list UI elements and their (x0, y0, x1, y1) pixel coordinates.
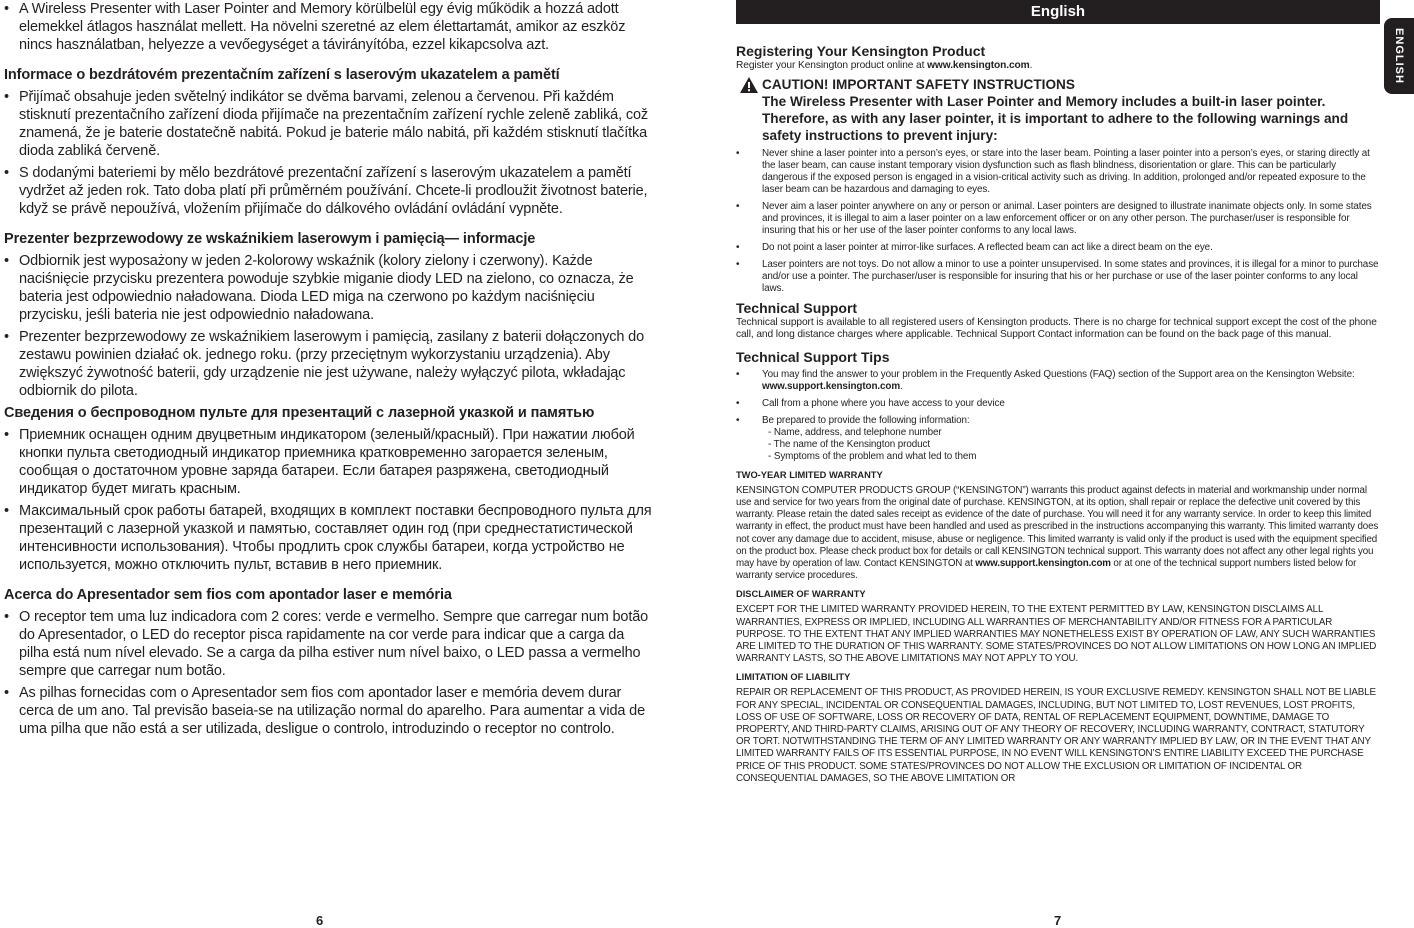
intro-bullet: • A Wireless Presenter with Laser Pointer and Memory körülbelül egy évig működik a hozzá adott elemekkel átlagos használat mellett. Ha növelni szeretné az elem élettartamát, amikor az eszköz nincs használatban, helyezze a vevőegységet a távirányítóba, ezzel kikapcsolva azt. (4, 1, 626, 53)
list-item: • You may find the answer to your problem in the Frequently Asked Questions (FAQ) section of the Support area on the Kensington Website: www.support.kensington.com. (736, 368, 1355, 392)
list-item: • As pilhas fornecidas com o Apresentador sem fios com apontador laser e memória devem durar cerca de um ano. Tal previsão baseia-se na utilização normal do aparelho. Para aumentar a vida de uma pilha que não está a ser utilizada, desligue o controlo, introduzindo o receptor no controlo. (4, 685, 645, 737)
list-item: • Odbiornik jest wyposażony w jeden 2-kolorowy wskaźnik (kolory zielony i czerwony). Każde naciśnięcie przycisku prezentera powoduje szybkie miganie diody LED na zielono, co oznacza, że bateria jest odpowiednio naładowana. Dioda LED miga na czerwono po każdym naciśnięciu przycisku, jeśli bateria nie jest odpowiednio naładowana. (4, 253, 634, 323)
disclaimer-heading: DISCLAIMER OF WARRANTY (736, 589, 866, 600)
caution-body: The Wireless Presenter with Laser Pointer and Memory includes a built-in laser pointer. Therefore, as with any laser pointer, it is important to adhere to the following warnings and safety instructions to prevent injury: (762, 93, 1349, 143)
list-item: • Laser pointers are not toys. Do not allow a minor to use a pointer unsupervised. In some states and provinces, it is illegal for a minor to purchase and/or use a pointer. The purchaser/user is responsible for insuring that his or her purchase or use of the laser pointer conforms to any local laws. (736, 258, 1379, 294)
list-item: • S dodanými bateriemi by mělo bezdrátové prezentační zařízení s laserovým ukazatelem a pamětí vydržet až jeden rok. Tato doba platí při průměrném používání. Chcete-li prodloužit životnost baterie, když se právě nepoužívá, vložením přijímače do dálkového ovládání ovládání vypněte. (4, 165, 648, 217)
section-czech (4, 66, 655, 218)
bullet-icon: • (4, 685, 9, 701)
section-heading: Informace o bezdrátovém prezentačním zařízení s laserovým ukazatelem a pamětí (4, 67, 560, 83)
list-item: • Максимальный срок работы батарей, входящих в комплект поставки беспроводного пульта для презентаций с лазерной указкой и памятью, составляет один год (при среднестатистической интенсивности использования). Чтобы продлить срок службы батареи, когда устройство не используется, можно отключить пульт, вставив в него приемник. (4, 503, 652, 573)
section-polish (4, 230, 655, 400)
list-item: • Be prepared to provide the following information: - Name, address, and telephone number - The name of the Kensington product - Symptoms of the problem and what led to them (736, 415, 1380, 463)
bullet-icon: • (736, 368, 740, 380)
section-russian (4, 404, 655, 574)
disclaimer-text: EXCEPT FOR THE LIMITED WARRANTY PROVIDED HEREIN, TO THE EXTENT PERMITTED BY LAW, KENSINGTON DISCLAIMS ALL WARRANTIES, EXPRESS OR IMPLIED, INCLUDING ALL WARRANTIES OF MERCHANTABILITY AND/OR FITNESS FOR A PARTICULAR PURPOSE. TO THE EXTENT THAT ANY IMPLIED WARRANTIES MAY NONETHELESS EXIST BY OPERATION OF LAW, ANY SUCH WARRANTIES ARE LIMITED TO THE DURATION OF THIS WARRANTY. SOME STATES/PROVINCES DO NOT ALLOW LIMITATIONS ON HOW LONG AN IMPLIED WARRANTY LASTS, SO THE ABOVE LIMITATIONS MAY NOT APPLY TO YOU. (736, 604, 1377, 665)
bullet-icon: • (736, 414, 740, 426)
caution-block (736, 76, 1380, 144)
warning-triangle-icon (740, 77, 758, 93)
limitation-heading: LIMITATION OF LIABILITY (736, 672, 851, 683)
bullet-icon: • (736, 147, 740, 159)
sub-list-item: - Symptoms of the problem and what led to them (768, 450, 977, 462)
list-item: • Call from a phone where you have access to your device (736, 397, 1005, 409)
support-heading: Technical Support (736, 299, 858, 316)
register-text: Register your Kensington product online at www.kensington.com. (736, 60, 1033, 71)
support-text: Technical support is available to all registered users of Kensington products. There is no charge for technical support except the cost of the phone call, and long distance charges where applicable. Technical Support Contact information can be found on the back page of this manual. (736, 316, 1377, 341)
tips-heading: Technical Support Tips (736, 348, 890, 365)
limitation-text: REPAIR OR REPLACEMENT OF THIS PRODUCT, AS PROVIDED HEREIN, IS YOUR EXCLUSIVE REMEDY. KENSINGTON SHALL NOT BE LIABLE FOR ANY SPECIAL, INCIDENTAL OR CONSEQUENTIAL DAMAGES, INCLUDING, BUT NOT LIMITED TO, LOST REVENUES, LOST PROFITS, LOSS OF USE OF SOFTWARE, LOSS OR RECOVERY OF DATA, RENTAL OF REPLACEMENT EQUIPMENT, DOWNTIME, DAMAGE TO PROPERTY, AND THIRD-PARTY CLAIMS, ARISING OUT OF ANY THEORY OF RECOVERY, INCLUDING WARRANTY, CONTRACT, STATUTORY OR TORT. NOTWITHSTANDING THE TERM OF ANY LIMITED WARRANTY OR ANY WARRANTY IMPLIED BY LAW, OR IN THE EVENT THAT ANY LIMITED WARRANTY FAILS OF ITS ESSENTIAL PURPOSE, IN NO EVENT WILL KENSINGTON’S ENTIRE LIABILITY EXCEED THE PURCHASE PRICE OF THIS PRODUCT. SOME STATES/PROVINCES DO NOT ALLOW THE EXCLUSION OR LIMITATION OF INCIDENTAL OR CONSEQUENTIAL DAMAGES, SO THE ABOVE LIMITATION OR (736, 687, 1376, 784)
bullet-icon: • (4, 165, 9, 181)
list-item: • O receptor tem uma luz indicadora com 2 cores: verde e vermelho. Sempre que carregar num botão do Apresentador, o LED do receptor pisca rapidamente na cor verde para indicar que a carga da pilha está num nível elevado. Se a carga da pilha estiver num nível baixo, o LED passa a vermelho sempre que carregar num botão. (4, 609, 649, 679)
right-page (736, 43, 1380, 785)
bullet-icon: • (4, 89, 9, 105)
list-item: • Přijímač obsahuje jeden světelný indikátor se dvěma barvami, zelenou a červenou. Při každém stisknutí prezentačního zařízení dioda přijímače na prezentačním zařízení rychle zeleně zabliká, což znamená, že je baterie dostatečně nabitá. Pokud je baterie málo nabitá, při každém stisknutí tlačítka dioda zabliká červeně. (4, 89, 648, 159)
section-heading: Сведения о беспроводном пульте для презентаций с лазерной указкой и памятью (4, 405, 595, 421)
bullet-icon: • (4, 427, 9, 443)
bullet-icon: • (4, 329, 9, 345)
bullet-icon: • (736, 200, 740, 212)
side-tab-label: ENGLISH (1393, 28, 1405, 84)
language-header-bar: English (736, 0, 1380, 24)
list-item: • Never aim a laser pointer anywhere on any or person or animal. Laser pointers are designed to illustrate inanimate objects only. In some states and provinces, it is illegal to aim a laser pointer on a law enforcement officer or on any other person. The purchaser/user is responsible for insuring that his or her use of the laser pointer conforms to any local laws. (736, 200, 1372, 236)
support-link[interactable]: www.support.kensington.com (762, 380, 901, 392)
bullet-icon: • (736, 258, 740, 270)
list-item: • Приемник оснащен одним двуцветным индикатором (зеленый/красный). При нажатии любой кнопки пульта светодиодный индикатор приемника кратковременно загорается зеленым, сообщая о достаточном уровне заряда батареи. Если батарея разряжена, светодиодный индикатор будет мигать красным. (4, 427, 635, 497)
section-portuguese (4, 586, 655, 738)
sub-list-item: - The name of the Kensington product (768, 438, 931, 450)
left-page (0, 0, 655, 742)
bullet-icon: • (4, 609, 9, 625)
register-heading: Registering Your Kensington Product (736, 43, 986, 59)
list-item: • Do not point a laser pointer at mirror-like surfaces. A reflected beam can act like a direct beam on the eye. (736, 241, 1213, 253)
bullet-icon: • (4, 1, 9, 17)
warranty-text: KENSINGTON COMPUTER PRODUCTS GROUP (“KENSINGTON”) warrants this product against defects in material and workmanship under normal use and service for two years from the original date of purchase. KENSINGTON, at its option, shall repair or replace the defective unit covered by this warranty. Please retain the dated sales receipt as evidence of the date of purchase. You will need it for any warranty service. In order to keep this limited warranty in effect, the product must have been handled and used as prescribed in the instructions accompanying this warranty. This limited warranty does not cover any damage due to accident, misuse, abuse or negligence. This limited warranty is valid only if the product is used with the equipment specified on the product box. Please check product box for details or call KENSINGTON technical support. This warranty does not affect any other legal rights you may have by operation of law. Contact KENSINGTON at www.support.kensington.com or at one of the technical support numbers listed below for warranty service procedures. (736, 484, 1379, 582)
caution-title: CAUTION! IMPORTANT SAFETY INSTRUCTIONS (762, 76, 1075, 92)
list-item: • Never shine a laser pointer into a person’s eyes, or stare into the laser beam. Pointing a laser pointer into a person’s eyes, or staring directly at the laser beam, can cause instant temporary vision dysfunction such as flash blindness, disorientation or glare. This can be particularly dangerous if the exposed person is engaged in a vision-critical activity such as driving. In addition, prolonged and/or repeated exposure to the laser beam can be hazardous and damaging to eyes. (736, 147, 1370, 195)
section-heading: Prezenter bezprzewodowy ze wskaźnikiem laserowym i pamięcią— informacje (4, 231, 536, 247)
list-item: • Prezenter bezprzewodowy ze wskaźnikiem laserowym i pamięcią, zasilany z baterii dołączonych do zestawu powinien działać ok. jednego roku. (przy przeciętnym wykorzystaniu urządzenia). Aby zwiększyć żywotność baterii, gdy urządzenie nie jest używane, należy wyłączyć pilota, wkładając odbiornik do pilota. (4, 329, 644, 399)
bullet-icon: • (736, 241, 740, 253)
kensington-link[interactable]: www.kensington.com (927, 60, 1030, 71)
bullet-icon: • (4, 503, 9, 519)
warranty-link[interactable]: www.support.kensington.com (975, 558, 1111, 569)
bullet-icon: • (736, 397, 740, 409)
page-number-right: 7 (1054, 913, 1062, 928)
bullet-icon: • (4, 253, 9, 269)
warranty-heading: TWO-YEAR LIMITED WARRANTY (736, 469, 883, 480)
sub-list-item: - Name, address, and telephone number (768, 426, 942, 438)
language-side-tab (1384, 18, 1414, 94)
section-heading: Acerca do Apresentador sem fios com apontador laser e memória (4, 587, 452, 603)
page-number-left: 6 (316, 913, 324, 928)
